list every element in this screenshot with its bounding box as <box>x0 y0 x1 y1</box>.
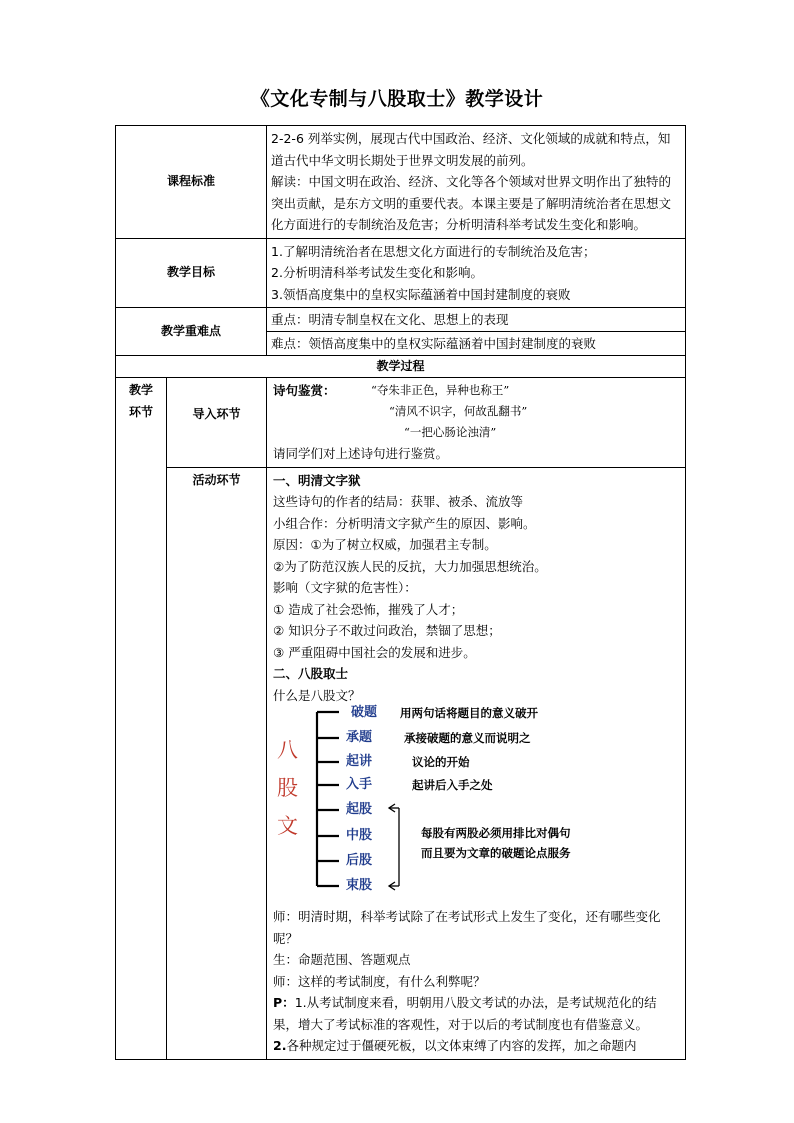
bagu-char: 八 <box>277 738 299 762</box>
row-intro <box>116 378 686 468</box>
row-course-standard <box>116 126 686 239</box>
bagu-desc: 而且要为文章的破题论点服务 <box>421 846 571 860</box>
teaching-goals-content <box>267 238 686 308</box>
activity-line: 原因：①为了树立权威，加强君主专制。 <box>273 537 497 552</box>
bagu-term: 束股 <box>346 878 373 893</box>
teaching-section-label <box>116 378 167 1060</box>
difficult-point: 难点：领悟高度集中的皇权实际蕴涵着中国封建制度的衰败 <box>267 332 686 356</box>
row-process-header <box>116 356 686 378</box>
bagu-term: 承题 <box>346 730 373 745</box>
activity-line: 这些诗句的作者的结局：获罪、被杀、流放等 <box>273 494 524 509</box>
dialogue-line: 生：命题范围、答题观点 <box>273 952 411 967</box>
intro-content <box>267 378 686 468</box>
standard-line: 2-2-6 列举实例，展现古代中国政治、经济、文化领域的成就和特点，知道古代中华文明长期处于世界文明发展的前列。 <box>271 131 671 168</box>
bagu-term: 破题 <box>351 705 378 720</box>
goal-line: 1.了解明清统治者在思想文化方面进行的专制统治及危害； <box>271 243 596 259</box>
dialogue-line: 师：明清时期，科举考试除了在考试形式上发生了变化，还有哪些变化呢？ <box>273 909 661 946</box>
bagu-term: 后股 <box>346 853 373 868</box>
bagu-char: 股 <box>277 776 299 800</box>
key-point: 重点：明清专制皇权在文化、思想上的表现 <box>267 308 686 332</box>
dialogue-line: 师：这样的考试制度，有什么利弊呢？ <box>273 973 486 989</box>
poem-line: “清风不识字，何故乱翻书” <box>389 404 528 418</box>
bagu-term: 中股 <box>346 828 373 843</box>
activity-line: ① 造成了社会恐怖，摧残了人才； <box>273 601 464 617</box>
row-key-points <box>116 308 686 332</box>
course-standard-content <box>267 126 686 239</box>
bagu-desc: 起讲后入手之处 <box>412 778 493 792</box>
bagu-char: 文 <box>277 814 299 838</box>
standard-line: 解读：中国文明在政治、经济、文化等各个领域对世界文明作出了独特的突出贡献，是东方文明的重要代表。本课主要是了解明清统治者在思想文化方面进行的专制统治及危害；分析明清科举考试发生变化和影响。 <box>271 174 672 232</box>
bagu-desc: 承接破题的意义而说明之 <box>404 731 531 745</box>
bagu-desc: 用两句话将题目的意义破开 <box>400 706 539 720</box>
row-teaching-goals <box>116 238 686 308</box>
activity-label: 活动环节 <box>167 467 267 1059</box>
process-header: 教学过程 <box>116 356 686 378</box>
bagu-term: 起讲 <box>346 754 373 769</box>
poem-title: 诗句鉴赏： <box>273 383 336 398</box>
poem-line: “一把心肠论浊清” <box>404 425 497 439</box>
con-paragraph <box>273 1035 681 1057</box>
activity-line: 小组合作：分析明清文字狱产生的原因、影响。 <box>273 515 536 531</box>
bagu-question: 什么是八股文？ <box>273 687 361 703</box>
con-prefix: 2. <box>273 1038 287 1053</box>
activity-line: ② 知识分子不敢过问政治，禁锢了思想； <box>273 623 501 638</box>
pro-prefix: P： <box>273 995 295 1010</box>
document-title: 《文化专制与八股取士》教学设计 <box>250 88 544 110</box>
activity-line: ②为了防范汉族人民的反抗，大力加强思想统治。 <box>273 558 547 574</box>
row-activity <box>116 467 686 1059</box>
label-course-standard: 课程标准 <box>116 126 267 239</box>
intro-label: 导入环节 <box>167 378 267 468</box>
pro-paragraph <box>273 992 681 1035</box>
goal-line: 3.领悟高度集中的皇权实际蕴涵着中国封建制度的衰败 <box>271 286 571 302</box>
label-teaching-goals: 教学目标 <box>116 238 267 308</box>
bagu-diagram <box>273 706 681 906</box>
poem-line: “夺朱非正色，异种也称王” <box>371 383 510 397</box>
intro-prompt: 请同学们对上述诗句进行鉴赏。 <box>273 446 449 461</box>
activity-line: 影响（文字狱的危害性）： <box>273 580 417 595</box>
heading-wenziyu: 一、明清文字狱 <box>273 472 361 488</box>
activity-content <box>267 467 686 1059</box>
bagu-desc: 议论的开始 <box>412 755 470 769</box>
bagu-desc: 每股有两股必须用排比对偶句 <box>421 826 571 840</box>
bagu-term: 入手 <box>346 777 373 792</box>
heading-bagu: 二、八股取士 <box>273 666 349 681</box>
bagu-term: 起股 <box>346 802 373 817</box>
con-text: 各种规定过于僵硬死板，以文体束缚了内容的发挥，加之命题内 <box>286 1038 637 1053</box>
label-key-difficult: 教学重难点 <box>116 308 267 356</box>
goal-line: 2.分析明清科举考试发生变化和影响。 <box>271 265 483 280</box>
lesson-plan-table <box>115 125 686 1060</box>
pro-text: 1.从考试制度来看，明朝用八股文考试的办法，是考试规范化的结果，增大了考试标准的客观性，对于以后的考试制度也有借鉴意义。 <box>273 995 657 1032</box>
teaching-label-text: 教学环节 <box>128 383 153 419</box>
activity-line: ③ 严重阻碍中国社会的发展和进步。 <box>273 644 476 660</box>
